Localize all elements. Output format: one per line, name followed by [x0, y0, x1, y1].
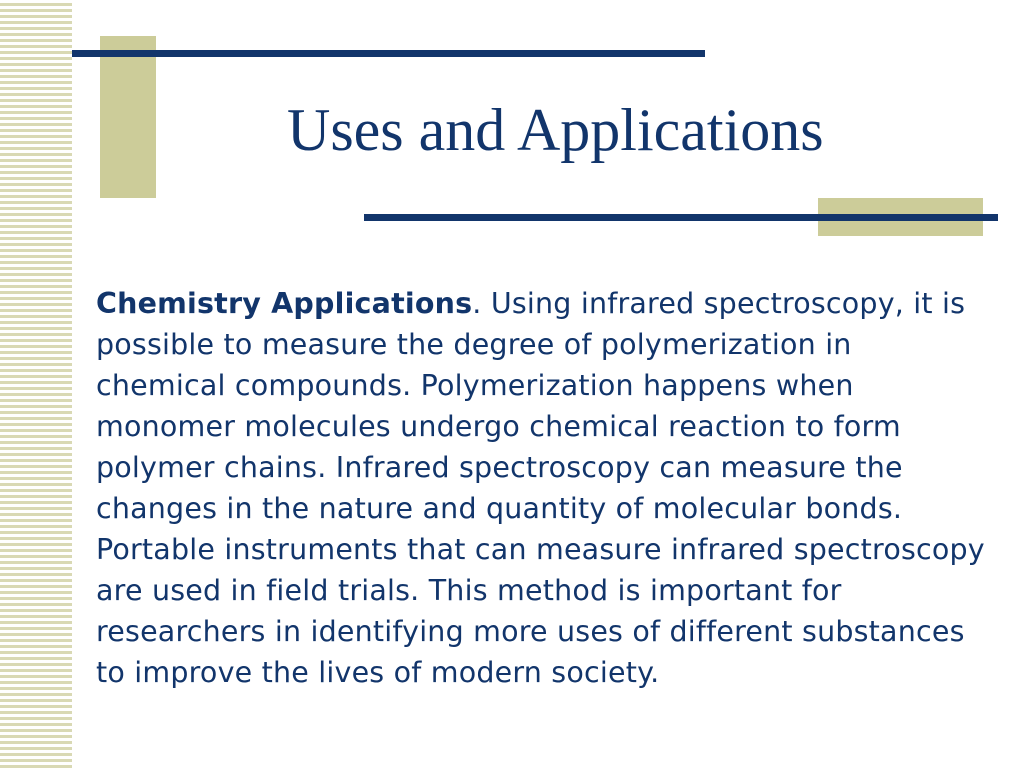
lead-heading: Chemistry Applications	[96, 287, 473, 320]
slide-title: Uses and Applications	[287, 97, 824, 163]
decorative-tan-block-left	[100, 36, 156, 198]
body-paragraph: Using infrared spectroscopy, it is possible to measure the degree of polymerization in chemical compounds. Polymerization happens when monomer molecules undergo chemical reaction to form polymer chains. Infrared spectroscopy can measure the changes in the nature and quantity of molecular bonds. Portable instruments that can measure infrared spectroscopy are used in field trials. This method is important for researchers in identifying more uses of different substances to improve the lives of modern society.	[96, 287, 985, 689]
decorative-rule-bottom	[364, 214, 998, 221]
decorative-stripe-band	[0, 0, 72, 768]
decorative-rule-top	[72, 50, 705, 57]
lead-punctuation: .	[472, 287, 482, 320]
slide-body	[96, 283, 986, 693]
